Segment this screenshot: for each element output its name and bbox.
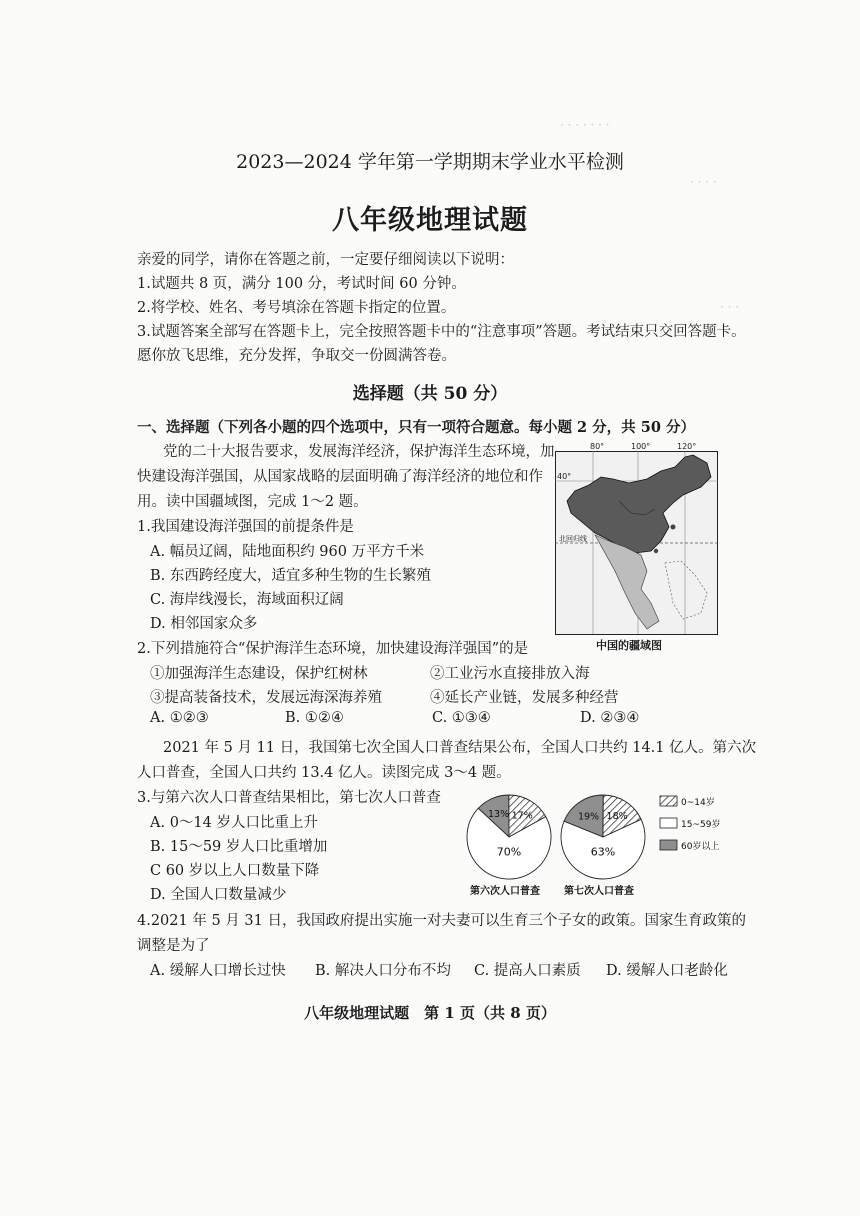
- legend-swatch-15-59: [660, 818, 677, 828]
- q3-stem: 3.与第六次人口普查结果相比，第七次人口普查: [137, 790, 441, 806]
- q4-option-a: A. 缓解人口增长过快: [150, 963, 286, 979]
- passage-line: 快建设海洋强国，从国家战略的层面明确了海洋经济的地位和作: [137, 469, 543, 485]
- instruction-wish: 愿你放飞思维，充分发挥，争取交一份圆满答卷。: [137, 348, 456, 364]
- q4-option-b: B. 解决人口分布不均: [315, 963, 451, 979]
- q1-stem: 1.我国建设海洋强国的前提条件是: [137, 519, 354, 535]
- q2-option-d: D. ②③④: [580, 710, 640, 726]
- population-pie-charts: [462, 790, 721, 898]
- china-territory-map: [555, 443, 718, 635]
- q4-stem-continued: 调整是为了: [137, 938, 210, 954]
- bleed-through-mark: · · ·: [720, 300, 740, 314]
- longitude-label: 100°: [631, 442, 651, 451]
- q4-option-d: D. 缓解人口老龄化: [606, 963, 728, 979]
- pie-chart-sixth-census: [467, 795, 551, 879]
- instruction-item: 3.试题答案全部写在答题卡上，完全按照答题卡中的“注意事项”答题。考试结束只交回答题卡。: [137, 324, 746, 340]
- passage-line: 人口普查，全国人口共约 13.4 亿人。读图完成 3～4 题。: [137, 765, 511, 781]
- legend-swatch-0-14: [660, 796, 677, 806]
- q2-item: ①加强海洋生态建设，保护红树林: [150, 666, 368, 682]
- map-caption: 中国的疆域图: [596, 639, 662, 652]
- pie-slice-label: 18%: [606, 811, 628, 823]
- instruction-item: 2.将学校、姓名、考号填涂在答题卡指定的位置。: [137, 300, 456, 316]
- latitude-label: 40°: [557, 472, 572, 481]
- exam-title: 2023—2024 学年第一学期期末学业水平检测: [236, 151, 624, 173]
- island-hainan: [654, 549, 658, 553]
- passage-line: 用。读中国疆域图，完成 1～2 题。: [137, 494, 368, 510]
- section-title: 选择题（共 50 分）: [352, 384, 508, 404]
- longitude-label: 120°: [677, 442, 697, 451]
- q2-option-c: C. ①③④: [432, 710, 491, 726]
- q2-item: ④延长产业链，发展多种经营: [430, 690, 619, 706]
- q3-option-d: D. 全国人口数量减少: [150, 887, 287, 903]
- island-taiwan: [671, 525, 676, 530]
- chart-legend: [660, 796, 720, 852]
- pie-slice-label: 13%: [488, 809, 510, 821]
- exam-subject: 八年级地理试题: [332, 205, 528, 236]
- passage-line: 党的二十大报告要求，发展海洋经济，保护海洋生态环境，加: [163, 444, 555, 460]
- instruction-item: 1.试题共 8 页，满分 100 分，考试时间 60 分钟。: [137, 276, 466, 292]
- q2-stem: 2.下列措施符合“保护海洋生态环境，加快建设海洋强国”的是: [137, 641, 529, 657]
- section-instruction: 一、选择题（下列各小题的四个选项中，只有一项符合题意。每小题 2 分，共 50 分）: [137, 419, 695, 436]
- pie-chart-seventh-census: [561, 795, 645, 879]
- q1-option-c: C. 海岸线漫长，海域面积辽阔: [150, 592, 344, 608]
- bleed-through-mark: · · · · · · ·: [560, 118, 610, 132]
- q3-option-b: B. 15～59 岁人口比重增加: [150, 839, 328, 855]
- q2-item: ③提高装备技术，发展远海深海养殖: [150, 690, 382, 706]
- q1-option-d: D. 相邻国家众多: [150, 616, 258, 632]
- chart-title-sixth: 第六次人口普查: [470, 886, 540, 897]
- q2-item: ②工业污水直接排放入海: [430, 666, 590, 682]
- legend-label: 15~59岁: [681, 820, 721, 830]
- instruction-greeting: 亲爱的同学，请你在答题之前，一定要仔细阅读以下说明：: [137, 252, 514, 268]
- pie-slice-label: 63%: [590, 845, 616, 859]
- pie-slice-label: 17%: [511, 810, 533, 822]
- chart-title-seventh: 第七次人口普查: [564, 886, 634, 897]
- page-footer: 八年级地理试题 第 1 页（共 8 页）: [304, 1004, 556, 1022]
- pie-slice-label: 19%: [577, 811, 600, 823]
- q1-option-b: B. 东西跨经度大，适宜多种生物的生长繁殖: [150, 568, 431, 584]
- tropic-label: 北回归线: [559, 535, 587, 543]
- q2-option-b: B. ①②④: [285, 710, 344, 726]
- legend-label: 0~14岁: [681, 798, 715, 808]
- passage-line: 2021 年 5 月 11 日，我国第七次全国人口普查结果公布，全国人口共约 14.1 亿人。第六次: [163, 740, 757, 756]
- q2-option-a: A. ①②③: [150, 710, 209, 726]
- q4-option-c: C. 提高人口素质: [474, 963, 581, 979]
- pie-slice-label: 70%: [496, 845, 522, 859]
- q4-stem: 4.2021 年 5 月 31 日，我国政府提出实施一对夫妻可以生育三个子女的政策。国家生育政策的: [137, 913, 746, 929]
- q3-option-c: C 60 岁以上人口数量下降: [150, 863, 320, 879]
- q1-option-a: A. 幅员辽阔，陆地面积约 960 万平方千米: [150, 544, 425, 560]
- q3-option-a: A. 0～14 岁人口比重上升: [150, 815, 318, 831]
- legend-swatch-60-plus: [660, 840, 677, 850]
- bleed-through-mark: · · · ·: [690, 175, 717, 189]
- legend-label: 60岁以上: [681, 842, 720, 852]
- longitude-label: 80°: [590, 442, 605, 451]
